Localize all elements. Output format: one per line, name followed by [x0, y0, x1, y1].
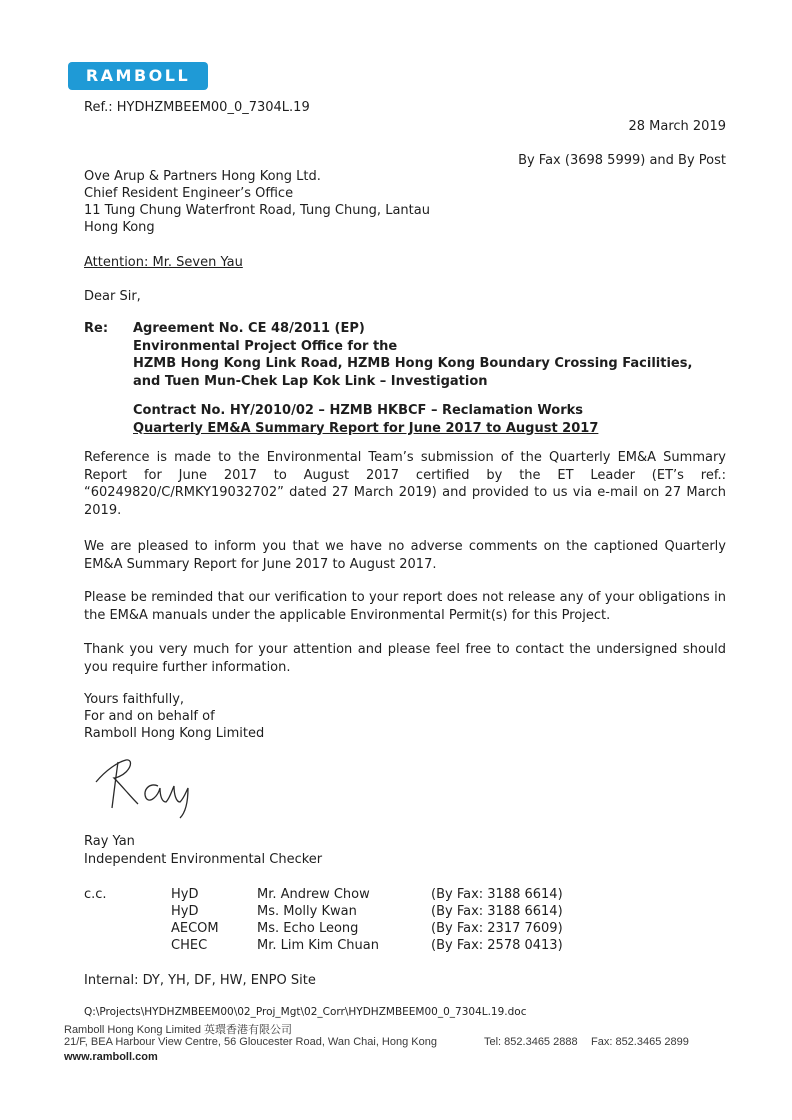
closing-line: Ramboll Hong Kong Limited — [84, 726, 265, 741]
footer-fax: Fax: 852.3465 2899 — [591, 1036, 689, 1048]
cc-org: HyD — [171, 887, 199, 902]
footer-tel: Tel: 852.3465 2888 — [484, 1036, 578, 1048]
cc-org: AECOM — [171, 921, 219, 936]
re-subject-line: Agreement No. CE 48/2011 (EP) — [133, 321, 365, 336]
cc-name: Mr. Lim Kim Chuan — [257, 938, 379, 953]
footer-website[interactable]: www.ramboll.com — [64, 1051, 158, 1063]
re-subject-line: Environmental Project Office for the — [133, 338, 398, 354]
cc-fax: (By Fax: 3188 6614) — [431, 904, 563, 919]
closing-line: For and on behalf of — [84, 709, 215, 724]
addressee-block — [84, 168, 430, 236]
footer-company: Ramboll Hong Kong Limited 英環香港有限公司 — [64, 1024, 293, 1036]
file-path: Q:\Projects\HYDHZMBEEM00\02_Proj_Mgt\02_Corr\HYDHZMBEEM00_0_7304L.19.doc — [84, 1006, 527, 1018]
signatory-title: Independent Environmental Checker — [84, 852, 323, 867]
letter-date: 28 March 2019 — [628, 119, 726, 134]
closing-line: Yours faithfully, — [84, 692, 185, 707]
delivery-method: By Fax (3698 5999) and By Post — [518, 153, 726, 168]
cc-fax: (By Fax: 2578 0413) — [431, 938, 563, 953]
footer-address: 21/F, BEA Harbour View Centre, 56 Gloucester Road, Wan Chai, Hong Kong — [64, 1036, 437, 1048]
cc-label: c.c. — [84, 887, 107, 902]
addressee-line: Chief Resident Engineer’s Office — [84, 186, 294, 201]
signature-image — [92, 752, 212, 822]
paragraph-reference: Reference is made to the Environmental Team’s submission of the Quarterly EM&A Summary Report for June 2017 to August 2017 certified by the ET Leader (ET’s ref.: “60249820/C/RMKY19032702” dated 27 March 2019) and provided to us via e-mail on 27 March 2019. — [84, 450, 726, 518]
attention-line: Attention: Mr. Seven Yau — [84, 255, 243, 270]
cc-fax: (By Fax: 2317 7609) — [431, 921, 563, 936]
addressee-line: Hong Kong — [84, 220, 155, 235]
paragraph-reminder: Please be reminded that our verification to your report does not release any of your obligations in the EM&A manuals under the applicable Environmental Permit(s) for this Project. — [84, 590, 726, 623]
re-subject — [133, 320, 692, 390]
cc-name: Mr. Andrew Chow — [257, 887, 370, 902]
contract-line: Contract No. HY/2010/02 – HZMB HKBCF – Reclamation Works — [133, 403, 584, 418]
paragraph-comments: We are pleased to inform you that we have no adverse comments on the captioned Quarterly EM&A Summary Report for June 2017 to August 2017. — [84, 539, 726, 572]
re-label: Re: — [84, 321, 109, 336]
contract-block — [133, 402, 598, 437]
salutation: Dear Sir, — [84, 289, 141, 304]
cc-name: Ms. Molly Kwan — [257, 904, 357, 919]
reference-number: Ref.: HYDHZMBEEM00_0_7304L.19 — [84, 100, 310, 115]
signatory-name: Ray Yan — [84, 834, 135, 849]
internal-distribution: Internal: DY, YH, DF, HW, ENPO Site — [84, 973, 316, 988]
addressee-line: Ove Arup & Partners Hong Kong Ltd. — [84, 169, 321, 184]
re-subject-line: HZMB Hong Kong Link Road, HZMB Hong Kong Boundary Crossing Facilities, — [133, 356, 693, 371]
cc-org: HyD — [171, 904, 199, 919]
closing-block — [84, 691, 264, 742]
addressee-line: 11 Tung Chung Waterfront Road, Tung Chung, Lantau — [84, 203, 430, 218]
re-subject-line: and Tuen Mun-Chek Lap Kok Link – Investigation — [133, 373, 488, 389]
ramboll-logo: RAMBOLL — [68, 62, 208, 90]
paragraph-thanks: Thank you very much for your attention and please feel free to contact the undersigned should you require further information. — [84, 642, 726, 675]
cc-name: Ms. Echo Leong — [257, 921, 359, 936]
report-title: Quarterly EM&A Summary Report for June 2017 to August 2017 — [133, 420, 599, 436]
cc-fax: (By Fax: 3188 6614) — [431, 887, 563, 902]
cc-org: CHEC — [171, 938, 208, 953]
